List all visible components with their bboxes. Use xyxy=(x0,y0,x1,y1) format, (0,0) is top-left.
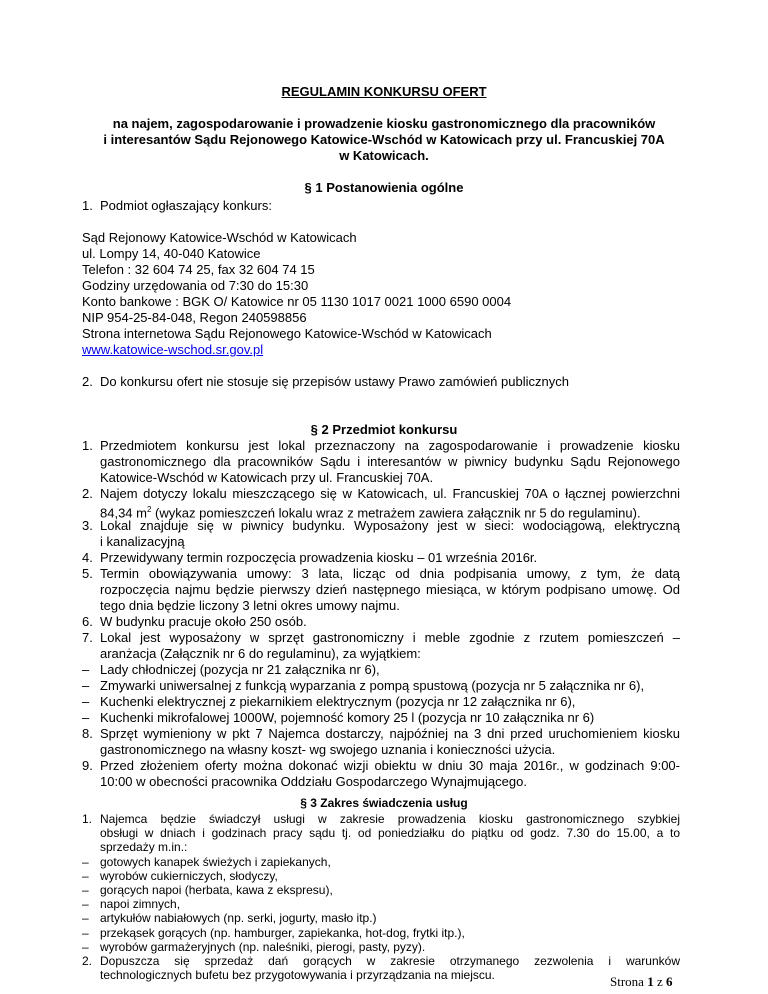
s2-item-1-number: 1. xyxy=(82,438,93,453)
s3-dash-item-4: napoi zimnych, xyxy=(100,897,181,912)
s2-item-4-number: 4. xyxy=(82,550,93,565)
s2-item-8-line-2: gastronomicznego na własny koszt- wg swojego uznania i konieczności użycia. xyxy=(100,742,556,757)
subtitle-line-1: na najem, zagospodarowanie i prowadzenie kiosku gastronomicznego dla pracowników xyxy=(112,116,656,131)
address-line-6: NIP 954-25-84-048, Regon 240598856 xyxy=(82,310,307,325)
dash-marker: – xyxy=(82,694,90,709)
s3-dash-item-2: wyrobów cukierniczych, słodyczy, xyxy=(100,868,278,883)
s2-item-4-line-1: Przewidywany termin rozpoczęcia prowadzenia kiosku – 01 września 2016r. xyxy=(100,550,538,565)
s2-item-8-line-1: Sprzęt wymieniony w pkt 7 Najemca dostarczy, najpóźniej na 3 dni przed uruchomieniem kiosku xyxy=(100,726,680,741)
s3-item-1-line-1: Najemca będzie świadczył usługi w zakresie prowadzenia kiosku gastronomicznego szybkiej xyxy=(100,812,680,826)
s2-item-8-number: 8. xyxy=(82,726,93,741)
s3-item-2-number: 2. xyxy=(82,954,93,968)
s2-item-7-line-1: Lokal jest wyposażony w sprzęt gastronomiczny i meble zgodnie z rzutem pomieszczeń – xyxy=(100,630,680,645)
s2-item-1-line-2: gastronomicznego dla pracowników Sądu i interesantów w piwnicy budynku Sądu Rejonowego xyxy=(100,454,680,469)
s2-item-5-line-2: rozpoczęcia najmu będzie pierwszy dzień następnego miesiąca, w którym podpisano umowę. Od xyxy=(100,582,680,597)
s2-item-6-line-1: W budynku pracuje około 250 osób. xyxy=(100,614,307,629)
footer-of: z xyxy=(656,974,663,989)
document-title: REGULAMIN KONKURSU OFERT xyxy=(281,84,487,99)
s1-item-1-number: 1. xyxy=(82,198,93,213)
address-line-3: Telefon : 32 604 74 25, fax 32 604 74 15 xyxy=(82,262,315,277)
dash-marker: – xyxy=(82,662,90,677)
footer-total-pages: 6 xyxy=(665,974,673,989)
s2-item-3-line-1: Lokal znajduje się w piwnicy budynku. Wyposażony jest w sieci: wodociągową, elektryczną xyxy=(100,518,680,533)
s1-item-2-text: Do konkursu ofert nie stosuje się przepisów ustawy Prawo zamówień publicznych xyxy=(100,374,569,389)
s2-item-7-line-2: aranżacja (Załącznik nr 6 do regulaminu), za wyjątkiem: xyxy=(100,646,421,661)
s3-dash-item-6: przekąsek gorących (np. hamburger, zapiekanka, hot-dog, frytki itp.), xyxy=(100,925,465,940)
website-link[interactable]: www.katowice-wschod.sr.gov.pl xyxy=(82,342,264,357)
s2-item-2-number: 2. xyxy=(82,486,93,501)
s3-dash-item-5: artykułów nabiałowych (np. serki, jogurty, masło itp.) xyxy=(100,911,377,926)
s3-item-1-line-2: obsługi w dniach i godzinach pracy sądu tj. od poniedziałku do piątku od godz. 7.30 do 15.00, a to xyxy=(100,826,680,841)
area-unit-superscript: 2 xyxy=(146,505,152,514)
section-1-heading: § 1 Postanowienia ogólne xyxy=(304,180,464,195)
s3-item-2-line-1: Dopuszcza się sprzedaż dań gorących w zakresie otrzymanego zezwolenia i warunków xyxy=(100,954,680,968)
address-line-4: Godziny urzędowania od 7:30 do 15:30 xyxy=(82,278,309,293)
s2-dash-item-2: Zmywarki uniwersalnej z funkcją wyparzania z pompą spustową (pozycja nr 5 załącznika nr 6), xyxy=(100,678,645,693)
s2-item-5-number: 5. xyxy=(82,566,93,581)
dash-marker: – xyxy=(82,897,89,912)
address-line-7: Strona internetowa Sądu Rejonowego Katowice-Wschód w Katowicach xyxy=(82,326,492,341)
s2-item-3-number: 3. xyxy=(82,518,93,533)
address-line-1: Sąd Rejonowy Katowice-Wschód w Katowicach xyxy=(82,230,357,245)
dash-marker: – xyxy=(82,911,89,926)
s2-item-1-line-1: Przedmiotem konkursu jest lokal przeznaczony na zagospodarowanie i prowadzenie kiosku xyxy=(100,438,680,453)
s2-item-7-number: 7. xyxy=(82,630,93,645)
section-3-heading: § 3 Zakres świadczenia usług xyxy=(300,796,468,810)
dash-marker: – xyxy=(82,883,89,897)
dash-marker: – xyxy=(82,710,90,725)
s3-item-1-number: 1. xyxy=(82,812,93,826)
s2-item-5-line-3: tego dnia będzie liczony 3 letni okres umowy najmu. xyxy=(100,598,400,613)
footer-page-number: 1 xyxy=(647,974,654,989)
s2-item-5-line-1: Termin obowiązywania umowy: 3 lata, licząc od dnia podpisania umowy, z tym, że datą xyxy=(100,566,680,581)
dash-marker: – xyxy=(82,678,90,693)
dash-marker: – xyxy=(82,854,89,869)
s2-item-9-line-1: Przed złożeniem oferty można dokonać wizji obiektu w dniu 30 maja 2016r., w godzinach 9:00- xyxy=(100,758,680,773)
s3-item-1-line-3: sprzedaży m.in.: xyxy=(100,840,188,855)
section-2-heading: § 2 Przedmiot konkursu xyxy=(310,422,458,437)
s3-dash-item-7: wyrobów garmażeryjnych (np. naleśniki, pierogi, pasty, pyzy). xyxy=(100,939,426,954)
s3-item-2-line-2: technologicznych bufetu bez przygotowywania i przyrządzania na miejscu. xyxy=(100,968,495,983)
s2-dash-item-1: Lady chłodniczej (pozycja nr 21 załącznika nr 6), xyxy=(100,662,380,677)
address-line-2: ul. Lompy 14, 40-040 Katowice xyxy=(82,246,261,261)
subtitle-line-3: w Katowicach. xyxy=(339,148,429,163)
s2-item-1-line-3: Katowice-Wschód w Katowicach przy ul. Francuskiej 70A. xyxy=(100,470,434,485)
s2-item-3-line-2: i kanalizacyjną xyxy=(100,534,185,549)
s1-item-1-text: Podmiot ogłaszający konkurs: xyxy=(100,198,272,213)
s2-item-9-number: 9. xyxy=(82,758,93,773)
footer-word: Strona xyxy=(610,974,644,989)
website-link-wrap xyxy=(82,342,662,358)
s2-dash-item-3: Kuchenki elektrycznej z piekarnikiem elektrycznym (pozycja nr 12 załącznika nr 6), xyxy=(100,694,576,709)
s2-dash-item-4: Kuchenki mikrofalowej 1000W, pojemność komory 25 l (pozycja nr 10 załącznika nr 6) xyxy=(100,710,595,725)
s3-dash-item-1: gotowych kanapek świeżych i zapiekanych, xyxy=(100,854,331,869)
s2-item-9-line-2: 10:00 w obecności pracownika Oddziału Gospodarczego Wynajmującego. xyxy=(100,774,527,789)
area-description: (wykaz pomieszczeń lokalu wraz z metrażem zawiera załącznik nr 5 do regulaminu). xyxy=(151,505,641,521)
s3-dash-item-3: gorących napoi (herbata, kawa z ekspresu), xyxy=(100,883,333,897)
s2-item-6-number: 6. xyxy=(82,614,93,629)
s2-item-2-line-1: Najem dotyczy lokalu mieszczącego się w Katowicach, ul. Francuskiej 70A o łącznej powierzchni xyxy=(100,486,680,501)
s1-item-2-number: 2. xyxy=(82,374,93,389)
dash-marker: – xyxy=(82,925,89,940)
dash-marker: – xyxy=(82,939,89,954)
address-line-5: Konto bankowe : BGK O/ Katowice nr 05 1130 1017 0021 1000 6590 0004 xyxy=(82,294,512,309)
area-value: 84,34 m xyxy=(100,505,147,521)
dash-marker: – xyxy=(82,868,89,883)
subtitle-line-2: i interesantów Sądu Rejonowego Katowice-Wschód w Katowicach przy ul. Francuskiej 70A xyxy=(103,132,665,147)
